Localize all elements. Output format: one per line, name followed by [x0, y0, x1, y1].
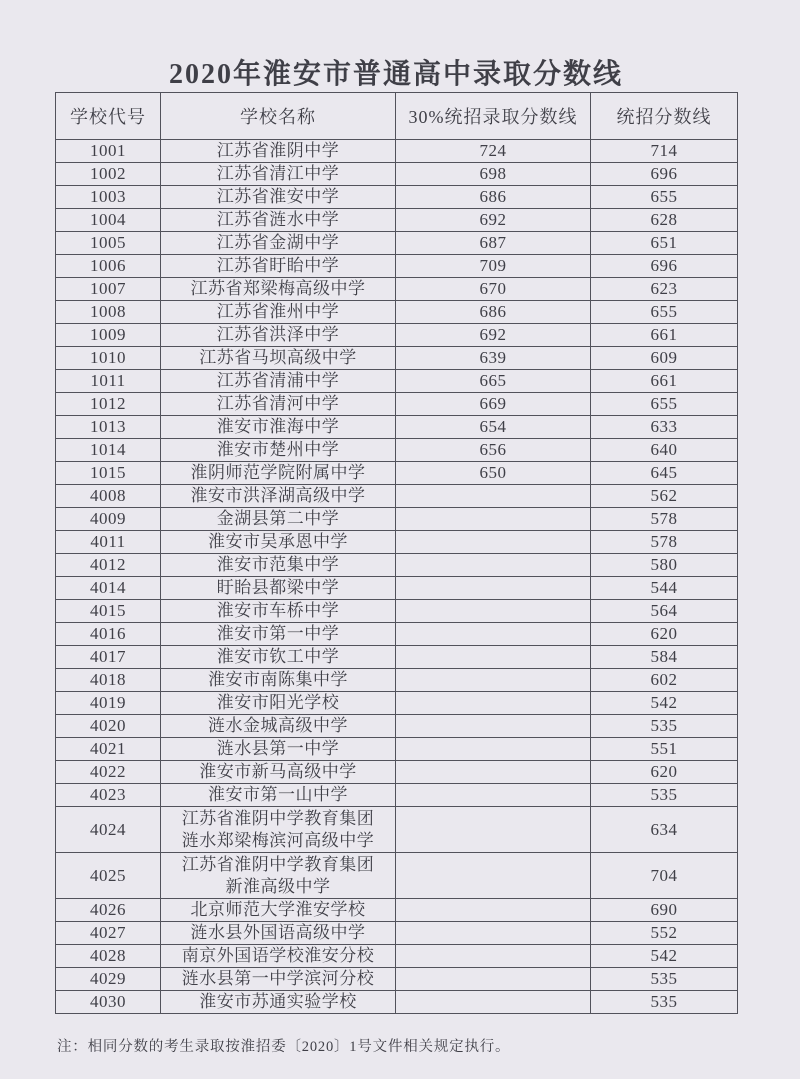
table-row — [56, 968, 738, 991]
table-row — [56, 186, 738, 209]
cell-school-name: 涟水县第一中学滨河分校 — [161, 968, 396, 991]
cell-30pct-line — [396, 807, 591, 853]
cell-30pct-line — [396, 508, 591, 531]
table-row — [56, 600, 738, 623]
cell-30pct-line — [396, 531, 591, 554]
cell-30pct-line: 650 — [396, 462, 591, 485]
cell-school-code: 1001 — [56, 140, 161, 163]
cell-unified-line: 696 — [591, 255, 738, 278]
cell-30pct-line — [396, 991, 591, 1014]
cell-unified-line: 609 — [591, 347, 738, 370]
cell-school-code: 4026 — [56, 899, 161, 922]
cell-school-code: 1012 — [56, 393, 161, 416]
cell-school-name: 金湖县第二中学 — [161, 508, 396, 531]
cell-30pct-line — [396, 945, 591, 968]
table-row — [56, 485, 738, 508]
cell-school-name: 淮安市钦工中学 — [161, 646, 396, 669]
cell-unified-line: 620 — [591, 761, 738, 784]
cell-school-code: 4011 — [56, 531, 161, 554]
cell-30pct-line: 692 — [396, 324, 591, 347]
cell-school-name: 江苏省清河中学 — [161, 393, 396, 416]
cell-school-code: 1014 — [56, 439, 161, 462]
table-row — [56, 531, 738, 554]
cell-school-name: 江苏省盱眙中学 — [161, 255, 396, 278]
cell-school-code: 4020 — [56, 715, 161, 738]
cell-30pct-line — [396, 715, 591, 738]
cell-school-name: 涟水县外国语高级中学 — [161, 922, 396, 945]
cell-30pct-line — [396, 692, 591, 715]
cell-30pct-line — [396, 669, 591, 692]
cell-unified-line: 655 — [591, 393, 738, 416]
cell-school-code: 4015 — [56, 600, 161, 623]
cell-school-name: 江苏省淮安中学 — [161, 186, 396, 209]
table-row — [56, 623, 738, 646]
cell-unified-line: 580 — [591, 554, 738, 577]
table-row — [56, 439, 738, 462]
table-row — [56, 209, 738, 232]
cell-school-code: 4008 — [56, 485, 161, 508]
cell-school-code: 1009 — [56, 324, 161, 347]
table-row — [56, 853, 738, 899]
cell-unified-line: 542 — [591, 692, 738, 715]
cell-unified-line: 640 — [591, 439, 738, 462]
cell-school-name: 江苏省郑梁梅高级中学 — [161, 278, 396, 301]
cell-unified-line: 535 — [591, 991, 738, 1014]
table-row — [56, 761, 738, 784]
table-row — [56, 163, 738, 186]
cell-30pct-line: 687 — [396, 232, 591, 255]
cell-school-code: 1003 — [56, 186, 161, 209]
cell-school-name: 淮安市第一中学 — [161, 623, 396, 646]
cell-school-code: 4024 — [56, 807, 161, 853]
cell-unified-line: 602 — [591, 669, 738, 692]
cell-unified-line: 655 — [591, 301, 738, 324]
table-row — [56, 278, 738, 301]
table-row — [56, 508, 738, 531]
table-row — [56, 738, 738, 761]
cell-school-name: 淮安市新马高级中学 — [161, 761, 396, 784]
cell-unified-line: 535 — [591, 715, 738, 738]
header-unified-admission-line: 统招分数线 — [591, 93, 738, 140]
cell-30pct-line — [396, 761, 591, 784]
cell-school-code: 1006 — [56, 255, 161, 278]
cell-school-code: 4029 — [56, 968, 161, 991]
cell-30pct-line — [396, 922, 591, 945]
table-row — [56, 347, 738, 370]
table-row — [56, 140, 738, 163]
cell-school-name: 淮安市第一山中学 — [161, 784, 396, 807]
cell-30pct-line: 654 — [396, 416, 591, 439]
table-row — [56, 692, 738, 715]
cell-unified-line: 661 — [591, 370, 738, 393]
cell-school-name: 江苏省淮州中学 — [161, 301, 396, 324]
cell-unified-line: 628 — [591, 209, 738, 232]
cell-unified-line: 564 — [591, 600, 738, 623]
cell-30pct-line — [396, 577, 591, 600]
cell-school-name: 盱眙县都梁中学 — [161, 577, 396, 600]
cell-school-name: 淮安市车桥中学 — [161, 600, 396, 623]
cell-30pct-line: 692 — [396, 209, 591, 232]
cell-school-name: 淮安市淮海中学 — [161, 416, 396, 439]
cell-unified-line: 544 — [591, 577, 738, 600]
cell-30pct-line — [396, 646, 591, 669]
cell-unified-line: 551 — [591, 738, 738, 761]
cell-school-code: 4019 — [56, 692, 161, 715]
table-row — [56, 646, 738, 669]
cell-school-code: 4012 — [56, 554, 161, 577]
cell-unified-line: 578 — [591, 508, 738, 531]
cell-unified-line: 714 — [591, 140, 738, 163]
cell-school-code: 4025 — [56, 853, 161, 899]
cell-30pct-line — [396, 554, 591, 577]
table-row — [56, 807, 738, 853]
cell-school-code: 1004 — [56, 209, 161, 232]
cell-school-name: 淮安市洪泽湖高级中学 — [161, 485, 396, 508]
cell-school-code: 1007 — [56, 278, 161, 301]
cell-school-name: 淮安市苏通实验学校 — [161, 991, 396, 1014]
cell-school-code: 1015 — [56, 462, 161, 485]
cell-30pct-line: 686 — [396, 301, 591, 324]
cell-unified-line: 623 — [591, 278, 738, 301]
cell-school-name: 江苏省马坝高级中学 — [161, 347, 396, 370]
cell-school-name: 江苏省洪泽中学 — [161, 324, 396, 347]
cell-30pct-line — [396, 968, 591, 991]
table-row — [56, 393, 738, 416]
cell-school-code: 1008 — [56, 301, 161, 324]
table-row — [56, 669, 738, 692]
cell-school-name: 涟水金城高级中学 — [161, 715, 396, 738]
cell-unified-line: 634 — [591, 807, 738, 853]
cell-school-code: 4021 — [56, 738, 161, 761]
cell-unified-line: 562 — [591, 485, 738, 508]
table-row — [56, 554, 738, 577]
cell-school-code: 4028 — [56, 945, 161, 968]
cell-school-code: 1010 — [56, 347, 161, 370]
cell-unified-line: 633 — [591, 416, 738, 439]
table-row — [56, 899, 738, 922]
score-table — [55, 92, 738, 1014]
cell-school-code: 4016 — [56, 623, 161, 646]
cell-unified-line: 584 — [591, 646, 738, 669]
header-30pct-admission-line: 30%统招录取分数线 — [396, 93, 591, 140]
page-title: 2020年淮安市普通高中录取分数线 — [168, 59, 623, 90]
cell-school-code: 1011 — [56, 370, 161, 393]
cell-unified-line: 552 — [591, 922, 738, 945]
cell-school-name: 南京外国语学校淮安分校 — [161, 945, 396, 968]
cell-unified-line: 542 — [591, 945, 738, 968]
cell-unified-line: 535 — [591, 784, 738, 807]
cell-30pct-line — [396, 899, 591, 922]
table-row — [56, 462, 738, 485]
table-row — [56, 715, 738, 738]
cell-school-name: 淮安市吴承恩中学 — [161, 531, 396, 554]
cell-30pct-line: 709 — [396, 255, 591, 278]
score-table-body — [56, 140, 738, 1014]
cell-30pct-line — [396, 784, 591, 807]
table-row — [56, 301, 738, 324]
cell-school-name: 涟水县第一中学 — [161, 738, 396, 761]
cell-school-code: 4014 — [56, 577, 161, 600]
cell-school-code: 4022 — [56, 761, 161, 784]
table-row — [56, 577, 738, 600]
cell-school-name: 江苏省淮阴中学教育集团 新淮高级中学 — [161, 853, 396, 899]
table-row — [56, 991, 738, 1014]
cell-school-code: 4027 — [56, 922, 161, 945]
cell-30pct-line: 670 — [396, 278, 591, 301]
cell-30pct-line: 698 — [396, 163, 591, 186]
cell-school-name: 江苏省淮阴中学 — [161, 140, 396, 163]
table-row — [56, 416, 738, 439]
cell-school-code: 4023 — [56, 784, 161, 807]
table-row — [56, 232, 738, 255]
cell-unified-line: 535 — [591, 968, 738, 991]
cell-30pct-line: 724 — [396, 140, 591, 163]
cell-30pct-line — [396, 623, 591, 646]
table-header-row — [56, 93, 738, 140]
cell-school-name: 江苏省清浦中学 — [161, 370, 396, 393]
cell-school-code: 4030 — [56, 991, 161, 1014]
cell-unified-line: 690 — [591, 899, 738, 922]
cell-school-name: 江苏省金湖中学 — [161, 232, 396, 255]
table-row — [56, 922, 738, 945]
cell-30pct-line: 669 — [396, 393, 591, 416]
cell-30pct-line — [396, 485, 591, 508]
cell-school-name: 江苏省涟水中学 — [161, 209, 396, 232]
cell-school-name: 淮安市南陈集中学 — [161, 669, 396, 692]
cell-30pct-line — [396, 738, 591, 761]
cell-unified-line: 661 — [591, 324, 738, 347]
table-row — [56, 945, 738, 968]
cell-30pct-line — [396, 600, 591, 623]
cell-school-code: 4009 — [56, 508, 161, 531]
table-row — [56, 784, 738, 807]
cell-30pct-line: 686 — [396, 186, 591, 209]
cell-school-name: 淮安市楚州中学 — [161, 439, 396, 462]
cell-30pct-line — [396, 853, 591, 899]
cell-unified-line: 655 — [591, 186, 738, 209]
cell-school-name: 江苏省淮阴中学教育集团 涟水郑梁梅滨河高级中学 — [161, 807, 396, 853]
header-school-code: 学校代号 — [56, 93, 161, 140]
cell-30pct-line: 656 — [396, 439, 591, 462]
cell-school-name: 淮阴师范学院附属中学 — [161, 462, 396, 485]
cell-school-code: 1002 — [56, 163, 161, 186]
header-school-name: 学校名称 — [161, 93, 396, 140]
cell-30pct-line: 639 — [396, 347, 591, 370]
cell-unified-line: 704 — [591, 853, 738, 899]
cell-unified-line: 696 — [591, 163, 738, 186]
cell-school-code: 1005 — [56, 232, 161, 255]
cell-unified-line: 651 — [591, 232, 738, 255]
cell-school-name: 北京师范大学淮安学校 — [161, 899, 396, 922]
table-row — [56, 255, 738, 278]
cell-unified-line: 620 — [591, 623, 738, 646]
cell-school-code: 1013 — [56, 416, 161, 439]
table-row — [56, 324, 738, 347]
cell-school-name: 淮安市阳光学校 — [161, 692, 396, 715]
table-row — [56, 370, 738, 393]
cell-school-code: 4018 — [56, 669, 161, 692]
cell-school-code: 4017 — [56, 646, 161, 669]
cell-unified-line: 645 — [591, 462, 738, 485]
cell-unified-line: 578 — [591, 531, 738, 554]
footnote: 注：相同分数的考生录取按淮招委〔2020〕1号文件相关规定执行。 — [57, 1039, 511, 1055]
cell-school-name: 江苏省清江中学 — [161, 163, 396, 186]
cell-school-name: 淮安市范集中学 — [161, 554, 396, 577]
cell-30pct-line: 665 — [396, 370, 591, 393]
